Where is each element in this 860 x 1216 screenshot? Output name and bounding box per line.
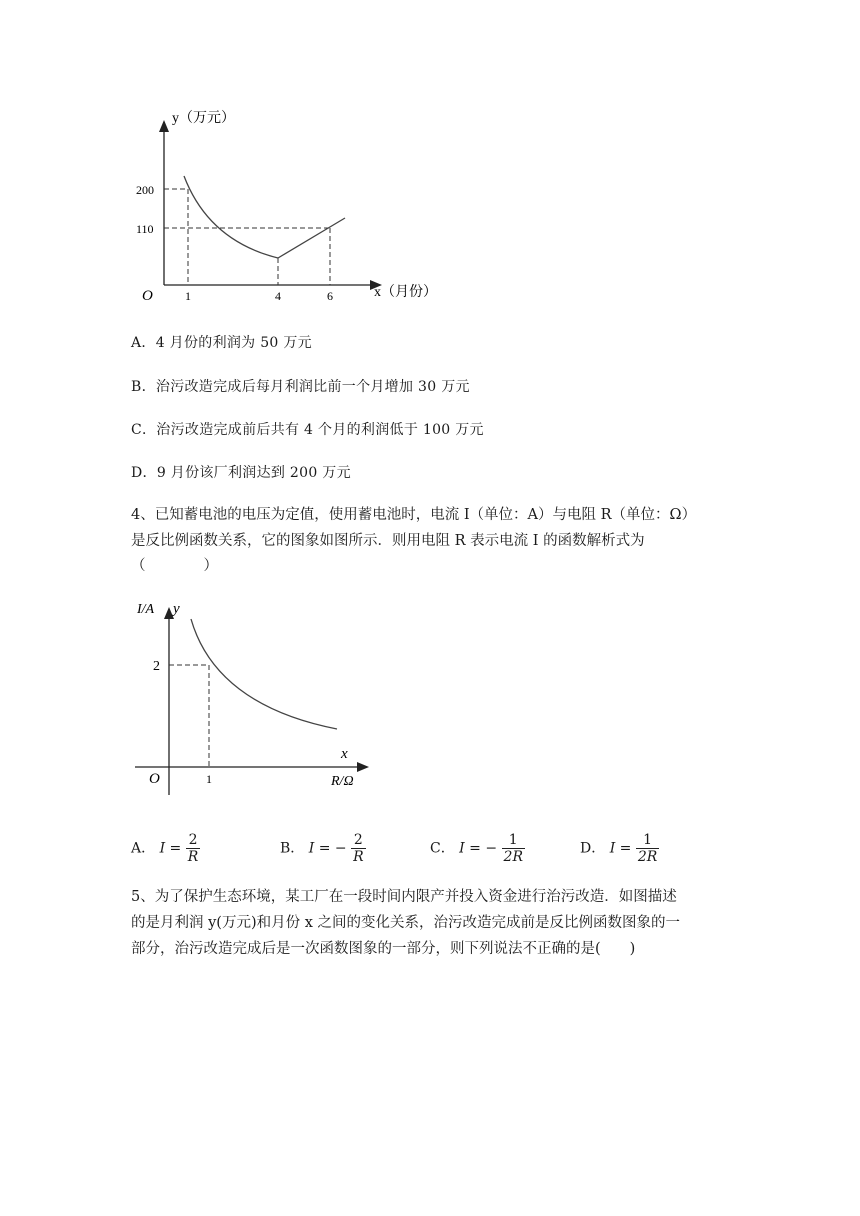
- x-tick-1: 1: [185, 289, 191, 303]
- inverse-curve: [191, 619, 337, 729]
- inverse-curve: [184, 176, 278, 258]
- x-axis-label-r: R/Ω: [331, 774, 354, 789]
- q5-line3: 部分，治污改造完成后是一次函数图象的一部分，则下列说法不正确的是( ): [131, 941, 636, 957]
- profit-graph: [130, 100, 450, 315]
- q3-option-c: C．治污改造完成前后共有 4 个月的利润低于 100 万元: [131, 422, 484, 438]
- q4-choice-a: A． I = $\frac{2}{R}$: [131, 832, 199, 865]
- y-tick-110: 110: [136, 222, 154, 236]
- q5-line2: 的是月利润 y(万元)和月份 x 之间的变化关系，治污改造完成前是反比例函数图象的一: [131, 915, 681, 931]
- q5-line1: 5、为了保护生态环境，某工厂在一段时间内限产并投入资金进行治污改造．如图描述: [131, 889, 677, 905]
- x-tick-4: 4: [275, 289, 281, 303]
- q4-line3: （ ）: [131, 558, 218, 574]
- current-resistance-graph: [125, 595, 375, 795]
- y-axis-label: I/A: [137, 602, 155, 617]
- y-axis-label: y（万元）: [172, 111, 235, 126]
- q4-choice-b: B． I = − $\frac{2}{R}$: [280, 832, 364, 865]
- y-tick-2: 2: [153, 659, 160, 674]
- linear-segment: [278, 218, 345, 258]
- q4-choice-d: D． I = $\frac{1}{2R}$: [580, 832, 658, 865]
- x-axis-label: x（月份）: [374, 285, 437, 300]
- q4-line1: 4、已知蓄电池的电压为定值，使用蓄电池时，电流 I（单位：A）与电阻 R（单位：Ω）: [131, 507, 697, 523]
- x-tick-1: 1: [206, 772, 212, 786]
- q3-option-a: A．4 月份的利润为 50 万元: [131, 335, 312, 351]
- q3-option-b: B．治污改造完成后每月利润比前一个月增加 30 万元: [131, 379, 470, 395]
- origin-label: O: [142, 288, 153, 304]
- x-axis-label-x: x: [341, 746, 348, 762]
- q3-option-d: D．9 月份该厂利润达到 200 万元: [131, 465, 351, 481]
- x-tick-6: 6: [327, 289, 333, 303]
- origin-label: O: [149, 771, 160, 787]
- y-tick-200: 200: [136, 183, 154, 197]
- q4-choice-c: C． I = − $\frac{1}{2R}$: [430, 832, 523, 865]
- q4-line2: 是反比例函数关系，它的图象如图所示．则用电阻 R 表示电流 I 的函数解析式为: [131, 533, 645, 549]
- y-axis-label-y: y: [173, 601, 180, 617]
